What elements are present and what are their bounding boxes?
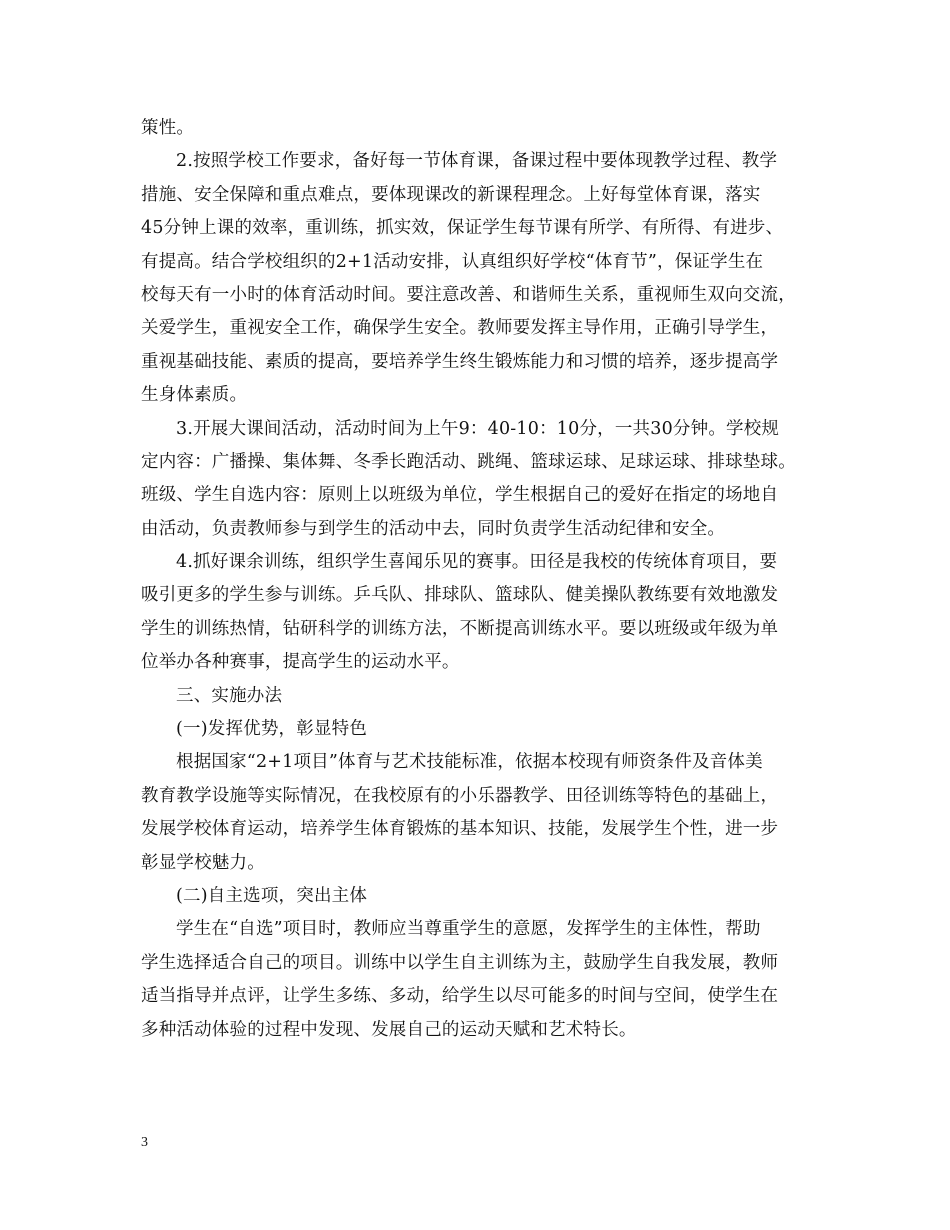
text-line: 关爱学生，重视安全工作，确保学生安全。教师要发挥主导作用，正确引导学生， (141, 318, 779, 339)
text-line: 多种活动体验的过程中发现、发展自己的运动天赋和艺术特长。 (141, 1019, 637, 1040)
text-line: 策性。 (141, 118, 195, 138)
text-line: 3.开展大课间活动，活动时间为上午9：40-10：10分，一共30分钟。学校规 (176, 418, 780, 439)
text-line: 生身体素质。 (141, 385, 248, 406)
text-line: 教育教学设施等实际情况，在我校原有的小乐器教学、田径训练等特色的基础上， (141, 785, 779, 806)
text-line: 学生在“自选”项目时，教师应当尊重学生的意愿，发挥学生的主体性，帮助 (176, 919, 761, 940)
text-line: 有提高。结合学校组织的2+1活动安排，认真组织好学校“体育节”，保证学生在 (141, 251, 764, 272)
page-number: 3 (141, 1135, 148, 1150)
text-line: 吸引更多的学生参与训练。乒乓队、排球队、篮球队、健美操队教练要有效地激发 (141, 585, 779, 606)
text-line: 发展学校体育运动，培养学生体育锻炼的基本知识、技能，发展学生个性，进一步 (141, 819, 779, 840)
text-line: 学生的训练热情，钻研科学的训练方法，不断提高训练水平。要以班级或年级为单 (141, 618, 779, 639)
text-line: 班级、学生自选内容：原则上以班级为单位，学生根据自己的爱好在指定的场地自 (141, 485, 779, 506)
text-line: 重视基础技能、素质的提高，要培养学生终生锻炼能力和习惯的培养，逐步提高学 (141, 351, 779, 372)
text-line: 学生选择适合自己的项目。训练中以学生自主训练为主，鼓励学生自我发展，教师 (141, 952, 779, 973)
text-line: 校每天有一小时的体育活动时间。要注意改善、和谐师生关系，重视师生双向交流， (141, 284, 796, 305)
text-line: 彰显学校魅力。 (141, 852, 265, 873)
subsection-heading: (二)自主选项，突出主体 (176, 885, 368, 906)
text-line: 适当指导并点评，让学生多练、多动，给学生以尽可能多的时间与空间，使学生在 (141, 986, 779, 1007)
section-heading: 三、实施办法 (176, 685, 283, 706)
text-line: 根据国家“2+1项目”体育与艺术技能标准，依据本校现有师资条件及音体美 (176, 752, 763, 773)
text-line: 措施、安全保障和重点难点，要体现课改的新课程理念。上好每堂体育课，落实 (141, 184, 761, 205)
text-line: 4.抓好课余训练，组织学生喜闻乐见的赛事。田径是我校的传统体育项目，要 (176, 552, 778, 573)
text-line: 45分钟上课的效率，重训练，抓实效，保证学生每节课有所学、有所得、有进步、 (141, 218, 784, 239)
subsection-heading: (一)发挥优势，彰显特色 (176, 719, 368, 740)
text-line: 位举办各种赛事，提高学生的运动水平。 (141, 652, 460, 673)
document-body (141, 112, 821, 1047)
text-line: 定内容：广播操、集体舞、冬季长跑活动、跳绳、篮球运球、足球运球、排球垫球。 (141, 451, 796, 472)
text-line: 2.按照学校工作要求，备好每一节体育课，备课过程中要体现教学过程、教学 (176, 151, 778, 172)
text-line: 由活动，负责教师参与到学生的活动中去，同时负责学生活动纪律和安全。 (141, 518, 726, 539)
